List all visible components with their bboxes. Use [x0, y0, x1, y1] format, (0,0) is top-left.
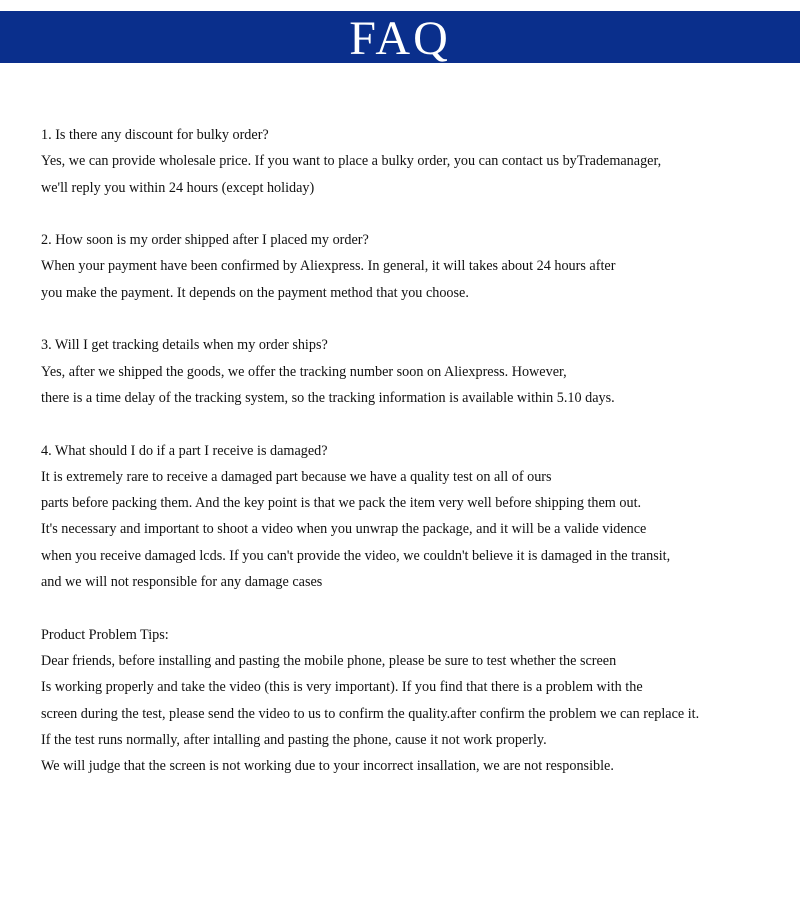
faq-item-2	[41, 227, 781, 306]
tips-line: Dear friends, before installing and pasting the mobile phone, please be sure to test whether the screen	[41, 652, 617, 669]
tips-heading: Product Problem Tips:	[41, 626, 169, 643]
tips-line: screen during the test, please send the video to us to confirm the quality.after confirm the problem we can replace it.	[41, 705, 700, 722]
faq-question: 2. How soon is my order shipped after I placed my order?	[41, 232, 369, 249]
faq-answer-line: there is a time delay of the tracking system, so the tracking information is available within 5.10 days.	[41, 389, 615, 406]
faq-question: 3. Will I get tracking details when my order ships?	[41, 337, 328, 354]
page-title: FAQ	[349, 12, 451, 65]
faq-answer-line: Yes, after we shipped the goods, we offer the tracking number soon on Aliexpress. However,	[41, 363, 567, 380]
faq-answer-line: parts before packing them. And the key point is that we pack the item very well before shipping them out.	[41, 495, 642, 512]
faq-answer-line: Yes, we can provide wholesale price. If you want to place a bulky order, you can contact us byTrademanager,	[41, 153, 662, 170]
faq-content	[41, 122, 781, 806]
faq-item-4	[41, 438, 781, 596]
faq-item-1	[41, 122, 781, 201]
product-problem-tips	[41, 622, 781, 780]
faq-answer-line: It's necessary and important to shoot a video when you unwrap the package, and it will be a valide vidence	[41, 521, 647, 538]
faq-answer-line: When your payment have been confirmed by Aliexpress. In general, it will takes about 24 hours after	[41, 258, 616, 275]
faq-answer-line: you make the payment. It depends on the payment method that you choose.	[41, 284, 469, 301]
faq-header-banner	[0, 11, 800, 63]
tips-line: We will judge that the screen is not working due to your incorrect insallation, we are not responsible.	[41, 758, 614, 775]
faq-item-3	[41, 332, 781, 411]
faq-answer-line: It is extremely rare to receive a damaged part because we have a quality test on all of ours	[41, 468, 552, 485]
faq-answer-line: when you receive damaged lcds. If you can't provide the video, we couldn't believe it is damaged in the transit,	[41, 547, 671, 564]
faq-question: 1. Is there any discount for bulky order?	[41, 127, 269, 143]
tips-line: If the test runs normally, after intalling and pasting the phone, cause it not work properly.	[41, 731, 547, 748]
faq-answer-line: and we will not responsible for any damage cases	[41, 574, 323, 591]
faq-question: 4. What should I do if a part I receive is damaged?	[41, 442, 328, 459]
faq-answer-line: we'll reply you within 24 hours (except holiday)	[41, 179, 315, 196]
tips-line: Is working properly and take the video (this is very important). If you find that there is a problem with the	[41, 679, 643, 696]
